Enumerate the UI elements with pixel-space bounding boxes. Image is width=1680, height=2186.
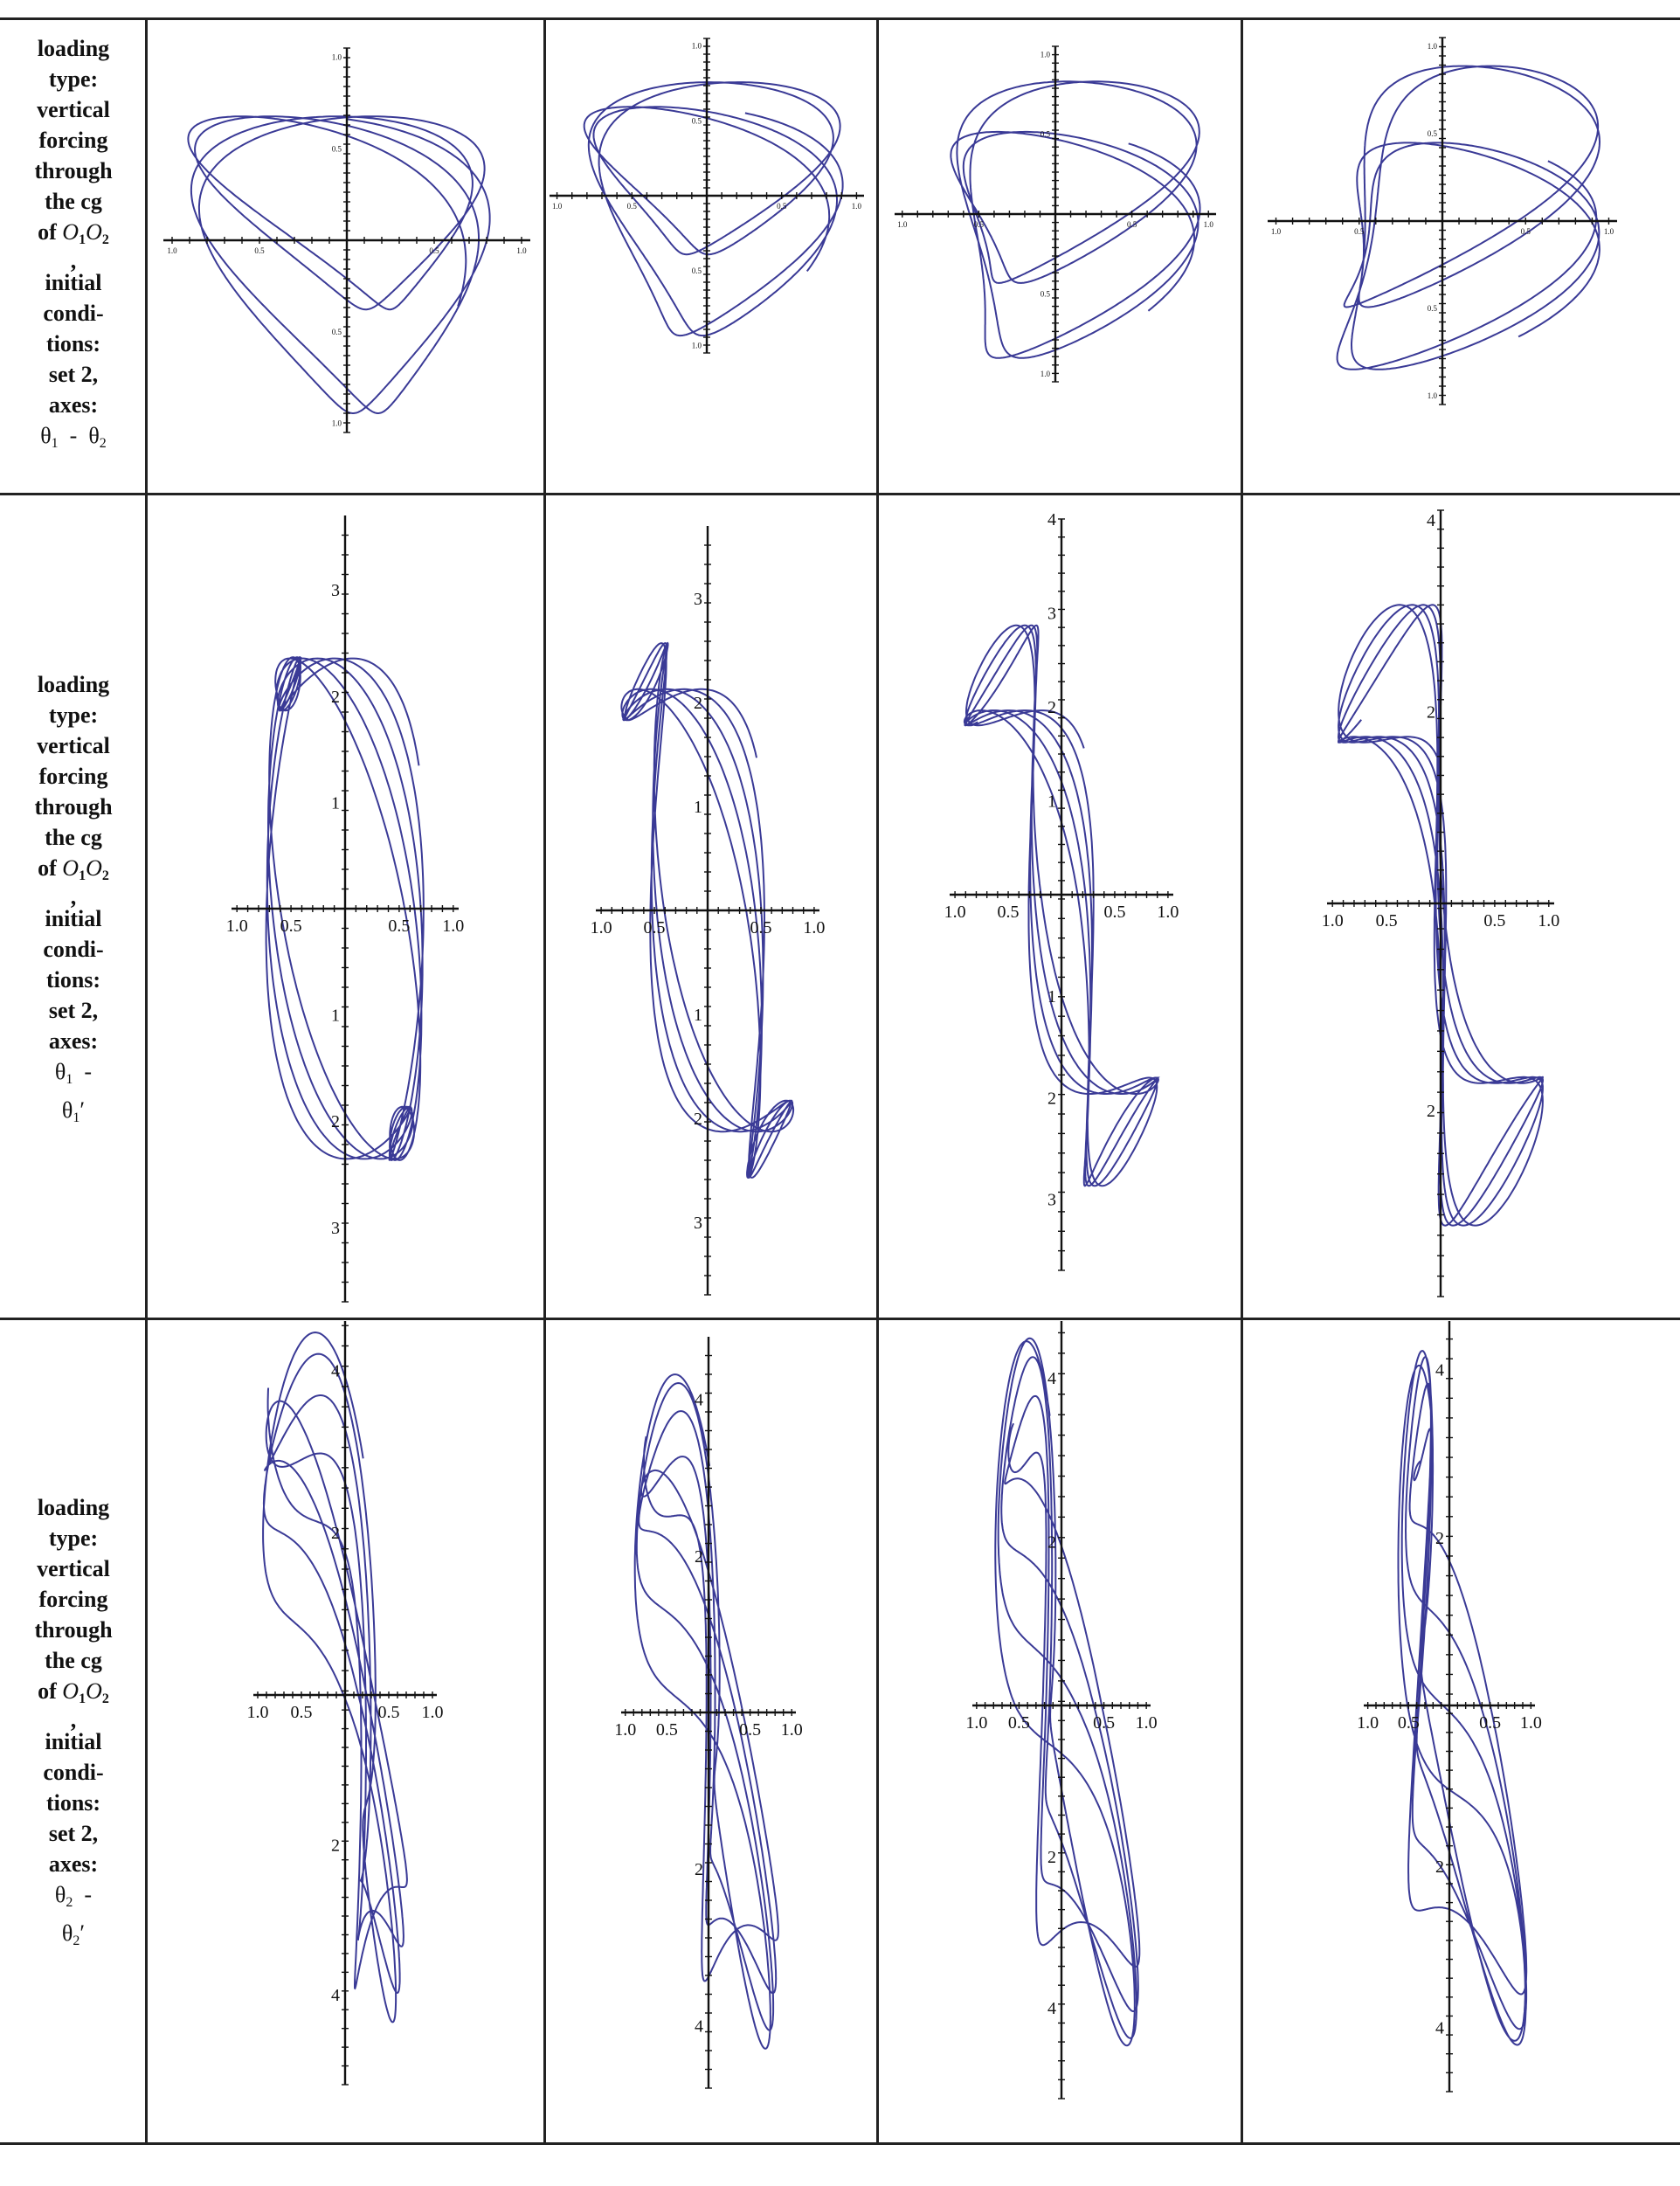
phase-plot-svg-r2-c1 (149, 496, 543, 1318)
phase-plot-svg-r1-c2 (547, 21, 876, 493)
column-divider-2 (876, 17, 879, 2144)
y-tick-label: 3 (331, 581, 340, 601)
x-tick-label: 1.0 (1321, 911, 1344, 930)
y-tick-label: 1.0 (691, 41, 702, 51)
y-tick-label: 2 (694, 694, 702, 714)
x-tick-label: 1.0 (551, 202, 563, 211)
phase-plot-r1-c1 (149, 21, 543, 493)
table-bottom-border (0, 2142, 1680, 2145)
y-tick-label: 3 (694, 590, 702, 610)
x-tick-label: 1.0 (590, 918, 612, 937)
x-tick-label: 1.0 (614, 1720, 637, 1740)
y-tick-label: 2 (331, 1524, 340, 1544)
x-tick-label: 1.0 (944, 903, 966, 922)
y-tick-label: 2 (695, 1546, 703, 1567)
y-tick-label: 1.0 (1427, 391, 1437, 401)
y-tick-label: 4 (1435, 1360, 1444, 1380)
phase-plot-r3-c2 (547, 1321, 876, 2142)
x-tick-label: 0.5 (1375, 911, 1398, 930)
row-divider-1 (0, 493, 1680, 495)
y-tick-label: 4 (1427, 510, 1435, 530)
x-tick-label: 0.5 (655, 1720, 678, 1740)
column-divider-3 (1241, 17, 1243, 2144)
x-tick-label: 0.5 (739, 1720, 762, 1740)
y-tick-label: 4 (695, 1390, 703, 1410)
y-tick-label: 1 (694, 1005, 702, 1025)
y-tick-label: 2 (1047, 698, 1056, 717)
phase-trajectory (263, 1332, 407, 2022)
x-tick-label: 1.0 (225, 917, 248, 936)
y-tick-label: 4 (331, 1361, 340, 1381)
phase-trajectory (951, 81, 1200, 358)
x-tick-label: 0.5 (1103, 903, 1126, 922)
y-tick-label: 1.0 (331, 52, 342, 62)
y-tick-label: 1.0 (331, 419, 342, 428)
phase-plot-r3-c1 (149, 1321, 543, 2142)
y-tick-label: 0.5 (1040, 129, 1050, 139)
phase-plot-svg-r2-c4 (1244, 496, 1680, 1318)
phase-plot-svg-r1-c3 (880, 21, 1241, 493)
y-tick-label: 1 (1047, 987, 1056, 1007)
y-tick-label: 2 (1047, 1089, 1056, 1109)
y-tick-label: 3 (1047, 604, 1056, 624)
phase-plot-svg-r3-c3 (880, 1321, 1241, 2142)
x-tick-label: 1.0 (442, 917, 465, 936)
phase-trajectory (995, 1339, 1139, 2045)
x-tick-label: 1.0 (851, 202, 862, 211)
y-tick-label: 2 (331, 687, 340, 707)
phase-plot-svg-r1-c4 (1244, 21, 1680, 493)
row-label-1: loading type: vertical forcing through the cg of $O_1O_2$ , initial condi- tions: set 2, axes: $\theta_1 - \theta_2$ (0, 33, 147, 459)
x-tick-label: 0.5 (290, 1703, 313, 1722)
x-tick-label: 0.5 (254, 246, 265, 255)
x-tick-label: 1.0 (246, 1703, 269, 1722)
table-top-border (0, 17, 1680, 20)
y-tick-label: 0.5 (1427, 304, 1437, 314)
y-tick-label: 4 (1047, 1999, 1056, 2019)
phase-plot-r1-c2 (547, 21, 876, 493)
y-tick-label: 2 (331, 1836, 340, 1856)
y-tick-label: 2 (1047, 1532, 1056, 1553)
x-tick-label: 0.5 (280, 917, 302, 936)
x-tick-label: 1.0 (1519, 1713, 1542, 1733)
x-tick-label: 1.0 (167, 246, 177, 255)
row-label-2: loading type: vertical forcing through the cg of $O_1O_2$ , initial condi- tions: set 2, axes: $\theta_1$ - $\theta_1'$ (34, 672, 113, 1125)
x-tick-label: 1.0 (1538, 911, 1560, 930)
x-tick-label: 0.5 (1093, 1713, 1116, 1733)
x-tick-label: 0.5 (973, 220, 985, 229)
x-tick-label: 1.0 (1203, 220, 1213, 229)
phase-plot-r3-c4 (1244, 1321, 1680, 2142)
x-tick-label: 0.5 (377, 1703, 400, 1722)
x-tick-label: 0.5 (750, 918, 772, 937)
y-tick-label: 2 (1435, 1528, 1444, 1548)
x-tick-label: 1.0 (1157, 903, 1179, 922)
x-tick-label: 0.5 (1354, 227, 1365, 236)
x-tick-label: 0.5 (1397, 1713, 1420, 1733)
y-tick-label: 2 (694, 1109, 702, 1129)
y-tick-label: 2 (1427, 702, 1435, 723)
phase-plot-r2-c4 (1244, 496, 1680, 1318)
y-tick-label: 1 (694, 798, 702, 818)
x-tick-label: 0.5 (1479, 1713, 1502, 1733)
x-tick-label: 1.0 (965, 1713, 988, 1733)
y-tick-label: 0.5 (1427, 129, 1437, 139)
phase-trajectory (1399, 1351, 1527, 2044)
x-tick-label: 0.5 (626, 202, 637, 211)
x-tick-label: 1.0 (1135, 1713, 1158, 1733)
y-tick-label: 2 (1047, 1848, 1056, 1868)
phase-plot-svg-r3-c4 (1244, 1321, 1680, 2142)
x-tick-label: 0.5 (388, 917, 411, 936)
x-tick-label: 1.0 (1603, 227, 1614, 236)
x-tick-label: 0.5 (1126, 220, 1137, 229)
y-tick-label: 1.0 (1040, 370, 1050, 379)
y-tick-label: 1 (1047, 792, 1056, 812)
y-tick-label: 2 (1427, 1101, 1435, 1121)
y-tick-label: 0.5 (331, 327, 342, 336)
x-tick-label: 1.0 (897, 220, 908, 229)
axes-label-1: $\theta_1 - \theta_2$ (40, 423, 107, 451)
y-tick-label: 0.5 (691, 266, 702, 275)
phase-plot-svg-r1-c1 (149, 21, 543, 493)
x-tick-label: 1.0 (1357, 1713, 1379, 1733)
x-tick-label: 1.0 (780, 1720, 803, 1740)
y-tick-label: 3 (1047, 1190, 1056, 1210)
phase-plot-svg-r2-c2 (547, 496, 876, 1318)
phase-plot-r1-c4 (1244, 21, 1680, 493)
x-tick-label: 0.5 (997, 903, 1020, 922)
y-tick-label: 3 (331, 1218, 340, 1238)
row-divider-2 (0, 1318, 1680, 1320)
x-tick-label: 0.5 (1483, 911, 1506, 930)
phase-plot-r2-c3 (880, 496, 1241, 1318)
phase-trajectory (188, 116, 489, 413)
x-tick-label: 1.0 (421, 1703, 444, 1722)
x-tick-label: 1.0 (1270, 227, 1282, 236)
phase-plot-r2-c1 (149, 496, 543, 1318)
x-tick-label: 0.5 (1520, 227, 1531, 236)
y-tick-label: 4 (1435, 2018, 1444, 2038)
x-tick-label: 1.0 (803, 918, 826, 937)
y-tick-label: 0.5 (331, 144, 342, 154)
y-tick-label: 4 (331, 1986, 340, 2006)
y-tick-label: 1.0 (691, 341, 702, 350)
x-tick-label: 0.5 (429, 246, 439, 255)
phase-plot-svg-r2-c3 (880, 496, 1241, 1318)
y-tick-label: 2 (695, 1860, 703, 1880)
y-tick-label: 0.5 (691, 116, 702, 126)
phase-trajectory (1338, 66, 1600, 370)
phase-plot-r2-c2 (547, 496, 876, 1318)
y-tick-label: 4 (695, 2017, 703, 2037)
y-tick-label: 4 (1047, 510, 1056, 529)
y-tick-label: 1.0 (1427, 42, 1437, 52)
phase-plot-svg-r3-c1 (149, 1321, 543, 2142)
y-tick-label: 2 (331, 1112, 340, 1132)
y-tick-label: 1 (331, 1006, 340, 1026)
column-divider-1 (543, 17, 546, 2144)
x-tick-label: 0.5 (777, 202, 787, 211)
x-tick-label: 1.0 (516, 246, 527, 255)
row-label-3: loading type: vertical forcing through the cg of $O_1O_2$ , initial condi- tions: set 2, axes: $\theta_2$ - $\theta_2'$ (34, 1495, 113, 1948)
y-tick-label: 2 (1435, 1857, 1444, 1878)
phase-plot-svg-r3-c2 (547, 1321, 876, 2142)
y-tick-label: 4 (1047, 1369, 1056, 1388)
phase-trajectory (584, 82, 843, 336)
x-tick-label: 0.5 (1007, 1713, 1030, 1733)
y-tick-label: 3 (694, 1213, 702, 1233)
phase-plot-r1-c3 (880, 21, 1241, 493)
y-tick-label: 1 (331, 793, 340, 813)
y-tick-label: 0.5 (1040, 289, 1050, 299)
phase-plot-r3-c3 (880, 1321, 1241, 2142)
x-tick-label: 0.5 (643, 918, 666, 937)
y-tick-label: 1.0 (1040, 50, 1050, 59)
